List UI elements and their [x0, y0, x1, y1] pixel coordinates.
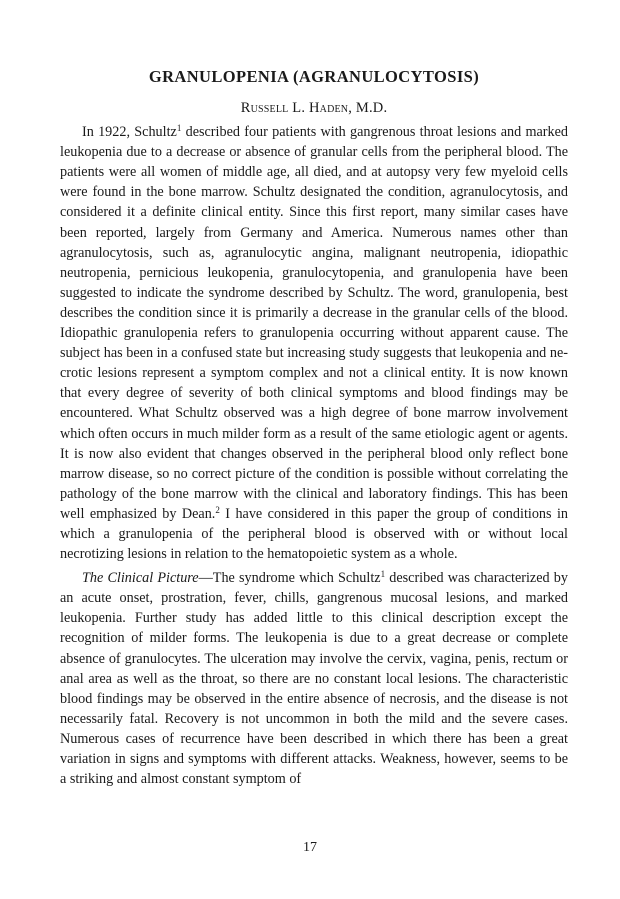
article-title: GRANULOPENIA (AGRANULOCYTOSIS) [148, 67, 480, 86]
paragraph-text: In 1922, Schultz [82, 124, 177, 141]
paragraph-text: described four patients with gangrenous throat lesions and marked leukopenia due to a decrease or absence of granular cells from the peripheral blood. The patients were all women of middle age, all died, and at autopsy very few myeloid cells were found in the bone marrow. Schultz designated the condition, agranulocytosis, and considered it a definite clinical entity. Since this first report, many similar cases have been reported, largely from Germany and America. Numerous names other than agranulocytosis, such as, agranulocytic angina, malignant neutropenia, idiopathic neutropenia, pernicious leukopenia, granulocytopenia, and granulopenia have been suggested to indicate the syndrome described by Schultz. The word, granulopenia, best describes the condition since it is primarily a decrease in the granular cells of the blood. Idiopathic granulopenia refers to granulopenia occurring without apparent cause. The subject has been in a confused state but increasing study suggests that leukopenia and necrotic lesions represent a symptom complex and not a clinical entity. It is now known that every degree of severity of both clinical symptoms and blood findings may be encountered. What Schultz observed was a high degree of bone marrow involvement which often occurs in much milder form as a result of the same etiologic agent or agents. It is now also evident that changes observed in the peripheral blood only reflect bone marrow disease, so no correct picture of the condition is possible without correlating the pathology of the bone marrow with the clinical and laboratory findings. This has been well emphasized by Dean. [60, 124, 568, 522]
footnote-ref: 1 [176, 123, 182, 134]
article-author: Russell L. Haden, M.D. [240, 100, 388, 116]
paragraph-introduction [60, 122, 568, 564]
paragraph-text: —The syndrome which Schultz [198, 570, 381, 587]
footnote-ref: 2 [215, 504, 220, 515]
paragraph-clinical-picture [60, 568, 568, 789]
article-page [60, 66, 568, 789]
paragraph-text: described was characterized by an acute onset, prostration, fever, chills, gangrenous mucosal lesions, and marked leukopenia. Further study has added little to this clinical description except the recognition of milder forms. The leukopenia is due to a great decrease or complete absence of granulocytes. The ulceration may involve the cervix, vagina, penis, rectum or anal area as well as the throat, so there are no constant local lesions. The characteristic blood findings may be observed in the entire absence of necrosis, and the disease is not necessarily fatal. Recovery is not uncommon in both the mild and the severe cases. Numerous cases of recurrence have been described in which there has been a great variation in signs and symptoms with different attacks. Weakness, however, seems to be a striking and almost constant symptom of [60, 570, 568, 788]
paragraph-text: I have considered in this paper the group of conditions in which a granulopenia of the peripheral blood is observed with or without local necrotizing lesions in relation to the hematopoietic system as a whole. [60, 505, 568, 563]
footnote-ref: 1 [380, 569, 386, 580]
section-heading: The Clinical Picture [82, 570, 199, 587]
page-number: 17 [303, 840, 317, 855]
